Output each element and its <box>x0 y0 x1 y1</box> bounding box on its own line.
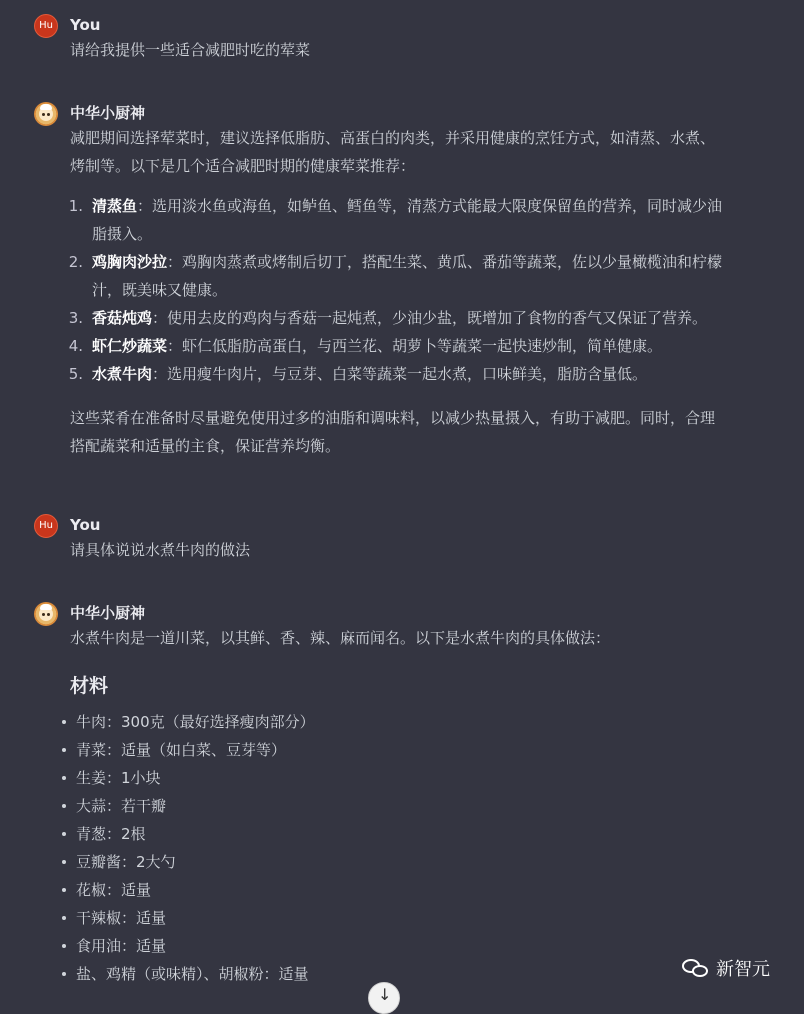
user-message <box>34 14 764 74</box>
recommendation-list <box>70 192 764 388</box>
list-item: 青菜：适量（如白菜、豆芽等） <box>70 736 764 764</box>
list-item: 4. 虾仁炒蔬菜：虾仁低脂肪高蛋白，与西兰花、胡萝卜等蔬菜一起快速炒制，简单健康。 <box>68 337 663 355</box>
list-item: 花椒：适量 <box>70 876 764 904</box>
user-avatar: Hu <box>34 14 58 38</box>
list-item: 3. 香菇炖鸡：使用去皮的鸡肉与香菇一起炖煮，少油少盐，既增加了食物的香气又保证了营养。 <box>68 309 708 327</box>
item-title: 水煮牛肉 <box>92 365 153 383</box>
list-item: 青葱：2根 <box>70 820 764 848</box>
watermark <box>682 956 770 980</box>
item-title: 虾仁炒蔬菜 <box>92 337 168 355</box>
item-title: 清蒸鱼 <box>92 197 138 215</box>
message-text: 请具体说说水煮牛肉的做法 <box>70 541 251 559</box>
wechat-icon <box>682 957 710 979</box>
message-author: 中华小厨神 <box>70 604 146 622</box>
arrow-down-icon: ↓ <box>378 985 392 1004</box>
scroll-to-bottom-button[interactable] <box>368 982 400 1014</box>
list-item: 2. 鸡胸肉沙拉：鸡胸肉蒸煮或烤制后切丁，搭配生菜、黄瓜、番茄等蔬菜，佐以少量橄榄油和柠檬 汁，既美味又健康。 <box>68 253 723 299</box>
list-item: 生姜：1小块 <box>70 764 764 792</box>
item-title: 鸡胸肉沙拉 <box>92 253 168 271</box>
message-outro-line: 搭配蔬菜和适量的主食，保证营养均衡。 <box>70 437 341 455</box>
list-item: 豆瓣酱：2大勺 <box>70 848 764 876</box>
user-message <box>34 514 764 574</box>
message-author: You <box>70 516 101 534</box>
message-intro-line: 水煮牛肉是一道川菜，以其鲜、香、辣、麻而闻名。以下是水煮牛肉的具体做法： <box>70 629 611 647</box>
user-avatar: Hu <box>34 514 58 538</box>
watermark-text: 新智元 <box>716 959 770 980</box>
list-item: 牛肉：300克（最好选择瘦肉部分） <box>70 708 764 736</box>
message-intro-line: 减肥期间选择荤菜时，建议选择低脂肪、高蛋白的肉类，并采用健康的烹饪方式，如清蒸、水煮、 <box>70 129 716 147</box>
assistant-message <box>34 602 764 1002</box>
section-heading: 材料 <box>70 675 109 697</box>
assistant-avatar <box>34 102 58 126</box>
list-item: 食用油：适量 <box>70 932 764 960</box>
list-item: 干辣椒：适量 <box>70 904 764 932</box>
ingredient-list <box>70 708 764 988</box>
message-author: 中华小厨神 <box>70 104 146 122</box>
message-intro-line: 烤制等。以下是几个适合减肥时期的健康荤菜推荐： <box>70 157 416 175</box>
list-item: 1. 清蒸鱼：选用淡水鱼或海鱼，如鲈鱼、鳕鱼等，清蒸方式能最大限度保留鱼的营养，同时减少油 脂摄入。 <box>68 197 723 243</box>
assistant-message <box>34 102 764 482</box>
message-outro-line: 这些菜肴在准备时尽量避免使用过多的油脂和调味料，以减少热量摄入，有助于减肥。同时，合理 <box>70 409 716 427</box>
item-title: 香菇炖鸡 <box>92 309 153 327</box>
list-item: 盐、鸡精（或味精）、胡椒粉：适量 <box>70 960 764 988</box>
assistant-avatar <box>34 602 58 626</box>
list-item: 大蒜：若干瓣 <box>70 792 764 820</box>
list-item: 5. 水煮牛肉：选用瘦牛肉片，与豆芽、白菜等蔬菜一起水煮，口味鲜美，脂肪含量低。 <box>68 365 648 383</box>
message-text: 请给我提供一些适合减肥时吃的荤菜 <box>70 41 311 59</box>
message-author: You <box>70 16 101 34</box>
